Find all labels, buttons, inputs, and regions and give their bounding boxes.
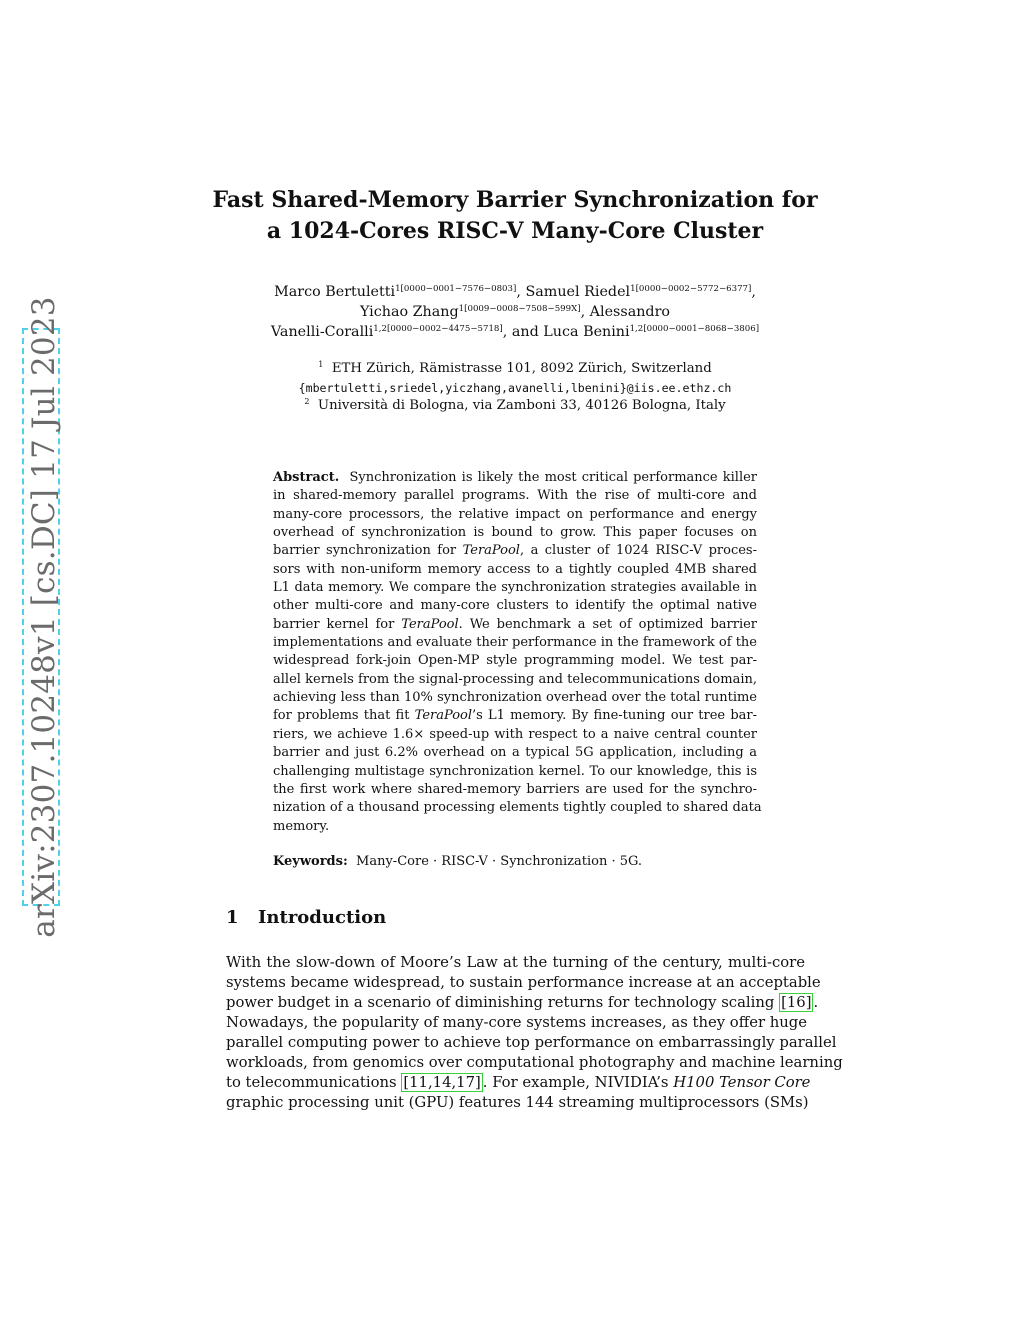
body-line <box>226 993 819 1013</box>
abstract-line <box>273 469 757 487</box>
author-name: Samuel Riedel <box>525 284 631 300</box>
affiliations <box>200 360 830 416</box>
body-text: to telecommunications <box>226 1074 397 1091</box>
abstract-line: L1 data memory. We compare the synchronization strategies available in <box>273 580 757 596</box>
arxiv-identifier[interactable]: arXiv:2307.10248v1 [cs.DC] 17 Jul 2023 <box>26 296 62 938</box>
abstract-heading: Abstract. <box>273 470 340 485</box>
author-name: Yichao Zhang <box>359 303 459 320</box>
author-line-1: Marco Bertuletti$^{1[0000-0001-7576-0803]}$, Samuel Riedel$^{1[0000-0002-5772-6377]}$, <box>274 284 756 300</box>
affiliation-2 <box>200 397 830 416</box>
section-heading <box>226 907 386 928</box>
abstract-text: for problems that fit <box>273 708 410 724</box>
keywords-label: Keywords: <box>273 854 348 869</box>
abstract-text: , a cluster of 1024 RISC-V proces- <box>519 543 757 559</box>
body-text: . <box>813 994 819 1011</box>
body-line: graphic processing unit (GPU) features 144 streaming multiprocessors (SMs) <box>226 1094 809 1111</box>
terapool-term: TeraPool <box>462 543 520 559</box>
abstract-line: nization of a thousand processing elements tightly coupled to shared data <box>273 800 762 816</box>
author-list <box>200 283 830 342</box>
abstract-line: challenging multistage synchronization kernel. To our knowledge, this is <box>273 763 757 779</box>
keywords <box>273 853 757 871</box>
citation-link[interactable]: [11,14,17] <box>403 1074 481 1091</box>
abstract-line <box>273 616 757 634</box>
author-name: Alessandro <box>589 303 671 320</box>
author-orcid[interactable]: 1[0000−0002−5772−6377] <box>630 284 752 294</box>
author-orcid[interactable]: 1[0000−0001−7576−0803] <box>395 284 517 294</box>
abstract-line: overhead of synchronization is bound to grow. This paper focuses on <box>273 525 757 541</box>
affiliation-text: ETH Zürich, Rämistrasse 101, 8092 Zürich, Switzerland <box>331 361 712 376</box>
abstract-line: many-core processors, the relative impact on performance and energy <box>273 506 757 522</box>
abstract-text: Synchronization is likely the most critical performance killer <box>349 470 758 485</box>
abstract-text: . We benchmark a set of optimized barrier <box>458 616 758 632</box>
author-orcid[interactable]: 1,2[0000−0001−8068−3806] <box>629 323 760 334</box>
abstract-line: achieving less than 10% synchronization overhead over the total runtime <box>273 690 757 706</box>
body-line: With the slow-down of Moore’s Law at the turning of the century, multi-core <box>226 954 805 971</box>
author-line-3: Vanelli-Coralli$^{1,2[0000-0002-4475-5718]}$, and Luca Benini$^{1,2[0000-0001-8068-3806]}$ <box>270 323 760 340</box>
body-line: systems became widespread, to sustain performance increase at an acceptable <box>226 974 821 991</box>
body-text: . For example, NIVIDIA’s <box>482 1074 669 1091</box>
abstract-line <box>273 707 757 725</box>
author-name: Vanelli-Coralli <box>270 323 374 340</box>
author-orcid[interactable]: 1,2[0000−0002−4475−5718] <box>373 323 503 334</box>
body-line: parallel computing power to achieve top performance on embarrassingly parallel <box>226 1034 837 1051</box>
abstract-line: allel kernels from the signal-processing and telecommunications domain, <box>273 671 757 687</box>
abstract-text: ’s L1 memory. By fine-tuning our tree bar- <box>472 708 758 724</box>
author-name: and Luca Benini <box>511 323 630 340</box>
abstract <box>273 469 762 836</box>
abstract-line: sors with non-uniform memory access to a tightly coupled 4MB shared <box>273 561 757 577</box>
keywords-text: Many-Core · RISC-V · Synchronization · 5G. <box>356 854 643 869</box>
abstract-line: implementations and evaluate their performance in the framework of the <box>273 635 757 651</box>
abstract-line <box>273 542 757 560</box>
terapool-term: TeraPool <box>401 616 459 632</box>
author-line-2: Yichao Zhang$^{1[0009-0008-7508-599X]}$, Alessandro <box>359 303 671 320</box>
affiliation-number: 2 <box>304 397 310 406</box>
section-title: Introduction <box>258 907 387 928</box>
affiliation-number: 1 <box>318 360 324 369</box>
introduction-body <box>226 953 843 1113</box>
citation-link[interactable]: [16] <box>781 994 812 1011</box>
author-name: Marco Bertuletti <box>274 284 396 300</box>
abstract-text: barrier synchronization for <box>273 543 457 559</box>
abstract-line: memory. <box>273 818 330 834</box>
affiliation-text: Università di Bologna, via Zamboni 33, 40126 Bologna, Italy <box>317 398 726 413</box>
section-number: 1 <box>226 907 239 928</box>
affiliation-1 <box>200 360 830 379</box>
body-line <box>226 1073 811 1093</box>
abstract-line: other multi-core and many-core clusters to identify the optimal native <box>273 598 757 614</box>
abstract-text: barrier kernel for <box>273 616 395 632</box>
author-orcid[interactable]: 1[0009−0008−7508−599X] <box>458 303 581 314</box>
abstract-line: barrier and just 6.2% overhead on a typical 5G application, including a <box>273 745 757 761</box>
abstract-line: widespread fork-join Open-MP style programming model. We test par- <box>273 653 757 669</box>
product-name: H100 Tensor Core <box>673 1074 811 1091</box>
body-line: Nowadays, the popularity of many-core systems increases, as they offer huge <box>226 1014 808 1031</box>
paper-title <box>200 185 830 247</box>
abstract-line: in shared-memory parallel programs. With the rise of multi-core and <box>273 488 757 504</box>
terapool-term: TeraPool <box>414 708 473 724</box>
abstract-line: riers, we achieve 1.6× speed-up with respect to a naive central counter <box>273 726 757 742</box>
author-emails[interactable]: {mbertuletti,sriedel,yiczhang,avanelli,lbenini}@iis.ee.ethz.ch <box>298 380 732 395</box>
title-line-2: a 1024-Cores RISC-V Many-Core Cluster <box>266 218 764 244</box>
body-text: power budget in a scenario of diminishing returns for technology scaling <box>226 994 775 1011</box>
abstract-line: the first work where shared-memory barriers are used for the synchro- <box>273 781 757 797</box>
body-line: workloads, from genomics over computational photography and machine learning <box>226 1054 843 1071</box>
title-line-1: Fast Shared-Memory Barrier Synchronization for <box>212 187 818 213</box>
